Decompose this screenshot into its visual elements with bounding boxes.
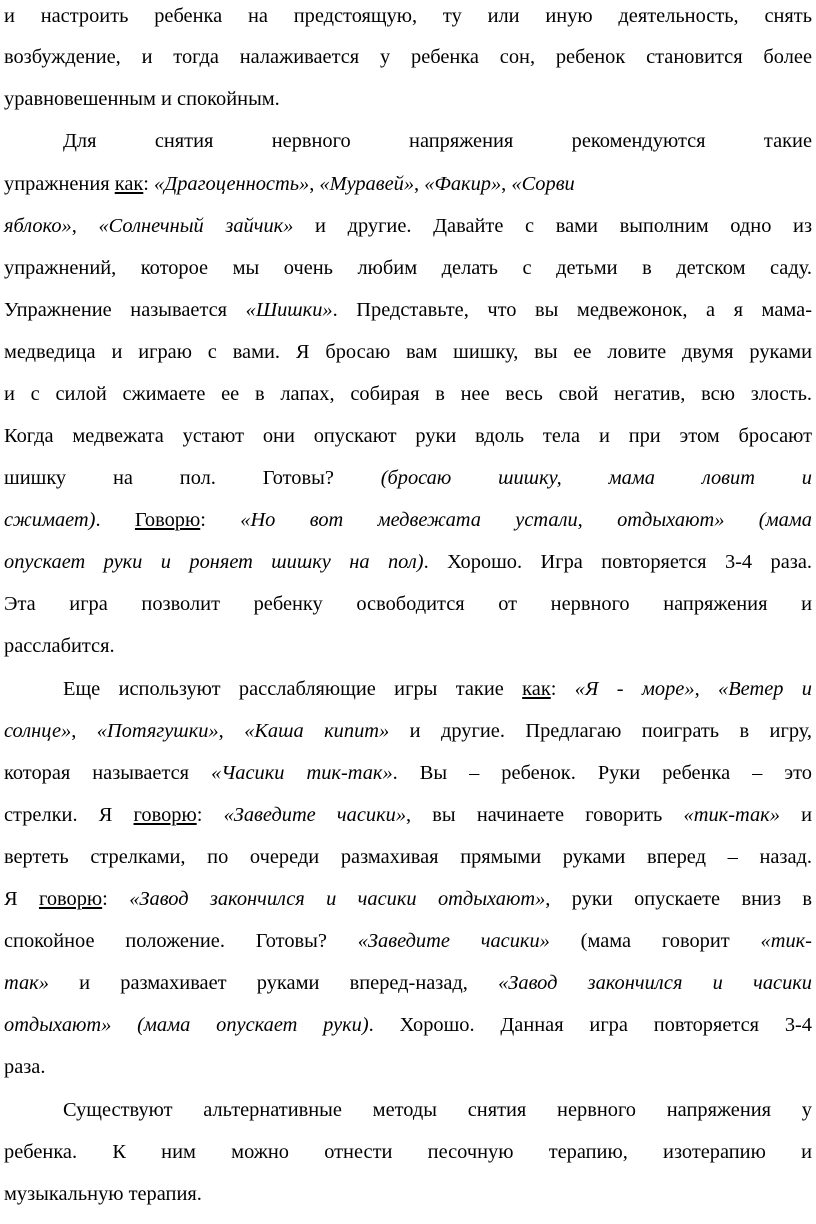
italic-text: «Факир» — [424, 173, 502, 195]
text-line — [4, 761, 812, 785]
text-line — [4, 929, 812, 953]
text-segment: и размахивает руками вперед-назад, — [48, 972, 499, 994]
text-segment: : — [102, 888, 130, 910]
text-segment: возбуждение, и тогда налаживается у ребенка сон, ребенок становится более — [4, 46, 812, 68]
text-segment: упражнения — [4, 173, 115, 195]
text-segment: Упражнение называется — [4, 299, 246, 321]
text-line — [4, 466, 812, 490]
italic-text: «Заведите часики» — [357, 930, 550, 952]
italic-text: «Я - море» — [574, 678, 695, 700]
text-segment: и настроить ребенка на предстоящую, ту или иную деятельность, снять — [4, 5, 812, 27]
text-segment: и — [779, 804, 813, 826]
text-line — [4, 803, 812, 827]
text-line — [4, 1013, 812, 1037]
italic-text: опускает руки и роняет шишку на пол) — [4, 551, 424, 573]
text-line — [4, 592, 812, 616]
text-line — [4, 971, 812, 995]
text-segment: : — [143, 173, 155, 195]
italic-text: «Драгоценность» — [154, 173, 310, 195]
text-line — [4, 4, 812, 28]
italic-text: солнце» — [4, 720, 72, 742]
text-segment: , — [414, 173, 425, 195]
text-segment: уравновешенным и спокойным. — [4, 88, 280, 110]
text-segment: , — [501, 173, 512, 195]
text-segment: вертеть стрелками, по очереди размахивая прямыми руками вперед – назад. — [4, 846, 812, 868]
text-segment: расслабится. — [4, 635, 115, 657]
text-segment: и с силой сжимаете ее в лапах, собирая в нее весь свой негатив, всю злость. — [4, 383, 812, 405]
italic-text: «Потягушки» — [96, 720, 219, 742]
italic-text: сжимает) — [4, 509, 96, 531]
underlined-text: как — [114, 173, 144, 195]
text-segment: и другие. Давайте с вами выполним одно из — [293, 215, 812, 237]
text-segment: медведица и играю с вами. Я бросаю вам шишку, вы ее ловите двумя руками — [4, 341, 812, 363]
italic-text: «Часики тик-так» — [211, 762, 393, 784]
text-segment: музыкальную терапия. — [4, 1183, 202, 1205]
text-line — [4, 508, 812, 532]
text-line — [4, 719, 812, 743]
text-line — [4, 634, 812, 658]
italic-text: «Заведите часики» — [223, 804, 407, 826]
text-line — [4, 256, 812, 280]
text-line — [4, 87, 812, 111]
text-line — [4, 382, 812, 406]
text-segment: упражнений, которое мы очень любим делать с детьми в детском саду. — [4, 257, 812, 279]
text-line — [4, 214, 812, 238]
italic-text: «Муравей» — [319, 173, 415, 195]
text-line — [4, 845, 812, 869]
italic-text: так» — [4, 972, 49, 994]
text-segment: Для снятия нервного напряжения рекомендуются такие — [63, 130, 812, 152]
italic-text: яблоко» — [4, 215, 72, 237]
italic-text: «Солнечный зайчик» — [98, 215, 294, 237]
text-line — [4, 298, 812, 322]
text-segment: раза. — [4, 1056, 46, 1078]
text-line — [4, 1140, 812, 1164]
text-segment: Существуют альтернативные методы снятия нервного напряжения у — [63, 1099, 812, 1121]
text-line — [4, 887, 812, 911]
text-segment: . Хорошо. Игра повторяется 3-4 раза. — [423, 551, 812, 573]
text-segment: , — [218, 720, 245, 742]
italic-text: «Шишки» — [245, 299, 333, 321]
text-line — [63, 1098, 812, 1122]
underlined-text: как — [522, 678, 551, 700]
text-segment: . Хорошо. Данная игра повторяется 3-4 — [368, 1014, 812, 1036]
italic-text: «Завод закончился и часики отдыхают» — [129, 888, 546, 910]
text-line — [4, 1055, 812, 1079]
text-line — [4, 424, 812, 448]
text-segment: , — [71, 720, 97, 742]
text-segment: которая называется — [4, 762, 212, 784]
text-segment: , — [309, 173, 320, 195]
text-line — [4, 340, 812, 364]
text-segment: , руки опускаете вниз в — [545, 888, 813, 910]
text-segment: Я — [4, 888, 39, 910]
text-segment: : — [200, 509, 241, 531]
text-segment: Эта игра позволит ребенку освободится от нервного напряжения и — [4, 593, 812, 615]
text-segment: , — [694, 678, 719, 700]
italic-text: «Завод закончился и часики — [498, 972, 813, 994]
text-line — [4, 550, 812, 574]
text-line — [4, 172, 812, 196]
italic-text: «Каша кипит» — [244, 720, 390, 742]
text-line — [4, 1182, 812, 1206]
italic-text: (бросаю шишку, мама ловит и — [380, 467, 812, 489]
text-segment: . Представьте, что вы медвежонок, а я мама- — [332, 299, 812, 321]
underlined-text: говорю — [38, 888, 103, 910]
underlined-text: говорю — [133, 804, 197, 826]
text-segment: Еще используют расслабляющие игры такие — [63, 678, 523, 700]
italic-text: «Ветер и — [718, 678, 812, 700]
text-segment: Когда медвежата устают они опускают руки вдоль тела и при этом бросают — [4, 425, 812, 447]
text-line — [63, 677, 812, 701]
text-segment: шишку на пол. Готовы? — [4, 467, 381, 489]
underlined-text: Говорю — [134, 509, 201, 531]
text-segment: : — [196, 804, 224, 826]
text-segment: спокойное положение. Готовы? — [4, 930, 358, 952]
text-segment: стрелки. Я — [4, 804, 134, 826]
text-segment: , — [71, 215, 99, 237]
italic-text: отдыхают» (мама опускает руки) — [4, 1014, 369, 1036]
text-segment: . — [95, 509, 135, 531]
text-segment: (мама говорит — [549, 930, 761, 952]
text-segment: . Вы – ребенок. Руки ребенка – это — [392, 762, 812, 784]
text-segment: : — [550, 678, 575, 700]
italic-text: «тик- — [760, 930, 812, 952]
text-segment: , вы начинаете говорить — [406, 804, 684, 826]
text-segment: ребенка. К ним можно отнести песочную терапию, изотерапию и — [4, 1141, 812, 1163]
text-line — [63, 129, 812, 153]
italic-text: «Сорви — [511, 173, 575, 195]
text-line — [4, 45, 812, 69]
text-segment: и другие. Предлагаю поиграть в игру, — [389, 720, 813, 742]
italic-text: «Но вот медвежата устали, отдыхают» (мама — [240, 509, 812, 531]
italic-text: «тик-так» — [683, 804, 780, 826]
